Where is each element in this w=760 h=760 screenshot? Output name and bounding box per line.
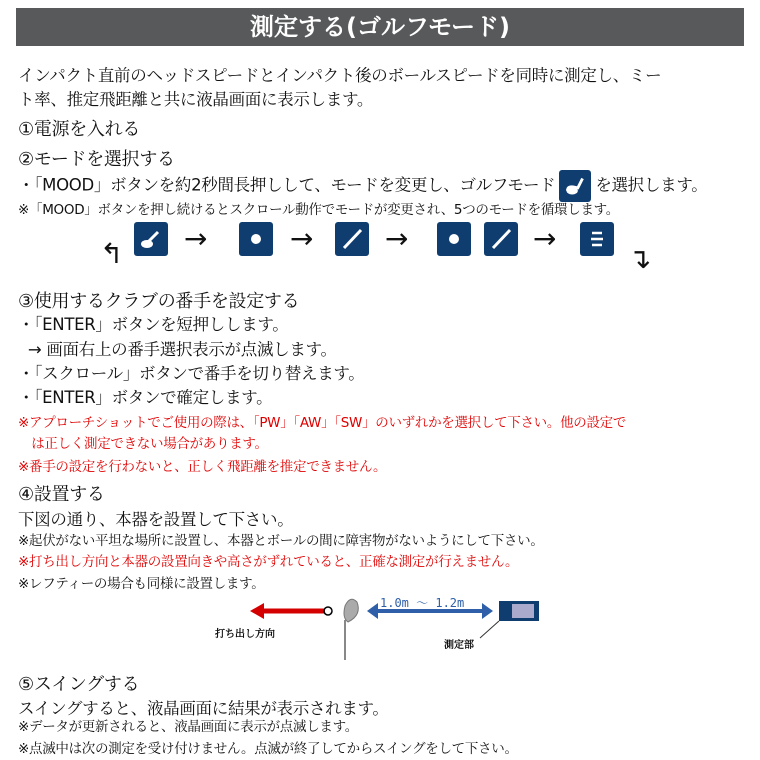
step3-heading: ③使用するクラブの番手を設定する: [18, 291, 300, 312]
bat-icon: [335, 222, 369, 256]
bat-icon: [484, 222, 518, 256]
step2-note: ※「MOOD」ボタンを押し続けるとスクロール動作でモードが変更され、5つのモードを循環します。: [18, 202, 619, 218]
page-title: 測定する(ゴルフモード): [16, 8, 744, 46]
step3-warning: ※番手の設定を行わないと、正しく飛距離を推定できません。: [18, 459, 387, 475]
step3-line: ・「スクロール」ボタンで番手を切り替えます。: [18, 364, 365, 383]
golf-club-head-icon: [344, 599, 358, 622]
step4-note: ※起伏がない平坦な場所に設置し、本器とボールの間に障害物がないようにして下さい。: [18, 533, 544, 549]
step4-note: ※レフティーの場合も同様に設置します。: [18, 576, 265, 592]
step1-heading: ①電源を入れる: [18, 119, 141, 140]
arrow-right-icon: →: [385, 222, 409, 255]
golf-club-icon: [134, 222, 168, 256]
step4-heading: ④設置する: [18, 484, 105, 505]
step4-line: 下図の通り、本器を設置して下さい。: [18, 510, 294, 529]
step3-line: ・「ENTER」ボタンで確定します。: [18, 388, 273, 407]
ball-icon: [324, 607, 332, 615]
menu-icon: [580, 222, 614, 256]
step5-note: ※点滅中は次の測定を受け付けません。点滅が終了してからスイングをして下さい。: [18, 741, 518, 757]
step3-warning: ※アプローチショットでご使用の際は、「PW」「AW」「SW」のいずれかを選択して下さい。他の設定で: [18, 415, 627, 431]
intro-line: インパクト直前のヘッドスピードとインパクト後のボールスピードを同時に測定し、ミー: [18, 66, 662, 85]
arrow-right-icon: →: [533, 222, 557, 255]
baseball-icon: [239, 222, 273, 256]
step2-heading: ②モードを選択する: [18, 149, 175, 170]
arrow-right-icon: →: [184, 222, 208, 255]
step4-warning: ※打ち出し方向と本器の設置向きや高さがずれていると、正確な測定が行えません。: [18, 554, 519, 570]
step5-note: ※データが更新されると、液晶画面に表示が点滅します。: [18, 719, 358, 735]
step3-line: → 画面右上の番手選択表示が点滅します。: [18, 340, 337, 359]
distance-label: 1.0m ～ 1.2m: [380, 596, 465, 610]
loop-up-arrow-icon: ↰: [100, 237, 124, 270]
direction-label: 打ち出し方向: [215, 629, 275, 640]
step5-heading: ⑤スイングする: [18, 674, 140, 695]
arrow-right-icon: →: [290, 222, 314, 255]
text: を選択します。: [595, 175, 708, 195]
step3-warning: は正しく測定できない場合があります。: [18, 436, 268, 452]
sensor-label: 測定部: [444, 640, 474, 651]
loop-down-arrow-icon: ↴: [628, 242, 652, 275]
baseball-icon: [437, 222, 471, 256]
intro-line: ト率、推定飛距離と共に液晶画面に表示します。: [18, 90, 374, 109]
step5-line: スイングすると、液晶画面に結果が表示されます。: [18, 699, 389, 718]
text: ・「MOOD」ボタンを約2秒間長押しして、モードを変更し、ゴルフモード: [18, 175, 556, 195]
step3-line: ・「ENTER」ボタンを短押しします。: [18, 315, 289, 334]
